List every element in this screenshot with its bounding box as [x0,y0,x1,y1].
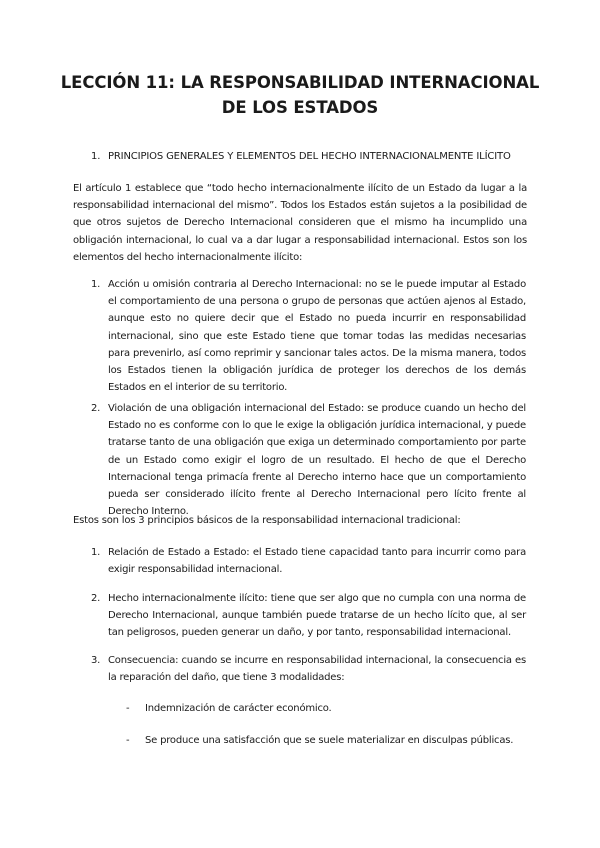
element-number: 1. [91,279,101,290]
lesson-title: LECCIÓN 11: LA RESPONSABILIDAD INTERNACIONAL DE LOS ESTADOS [60,73,540,117]
principle-number: 2. [91,593,101,604]
principle-text: Hecho internacionalmente ilícito: tiene que ser algo que no cumpla con una norma de Derecho Internacional, aunque también puede tratarse de un hecho lícito que, al ser tan peligrosos, pueden generar un daño, y por tanto, responsabilidad internacional. [108,593,526,639]
modality-text: Indemnización de carácter económico. [145,703,332,714]
section-number: 1. [91,151,101,162]
element-number: 2. [91,403,101,414]
element-item [91,400,526,520]
modality-marker: - [126,703,130,714]
principle-item [91,652,526,686]
intro-paragraph: El artículo 1 establece que “todo hecho internacionalmente ilícito de un Estado da lugar a la responsabilidad internacional del mismo”. Todos los Estados están sujetos a la posibilidad de que otros sujetos de Derecho Internacional consideren que el mismo ha incumplido una obligación internacional, lo cual va a dar lugar a responsabilidad internacional. Estos son los elementos del hecho internacionalmente ilícito: [73,183,527,263]
modality-item [126,732,526,749]
section-heading [91,150,511,163]
modality-text: Se produce una satisfacción que se suele materializar en disculpas públicas. [145,735,514,746]
modality-marker: - [126,735,130,746]
element-item [91,276,526,396]
principle-text: Consecuencia: cuando se incurre en responsabilidad internacional, la consecuencia es la reparación del daño, que tiene 3 modalidades: [108,655,526,684]
section-heading-text: PRINCIPIOS GENERALES Y ELEMENTOS DEL HECHO INTERNACIONALMENTE ILÍCITO [108,151,511,162]
element-text: Violación de una obligación internacional del Estado: se produce cuando un hecho del Estado no es conforme con lo que le exige la obligación jurídica internacional, y puede tratarse tanto de una obligación que exiga un determinado comportamiento por parte de un Estado como exigir el logro de un resultado. El hecho de que el Derecho Internacional tenga primacía frente al Derecho interno hace que un comportamiento pueda ser considerado ilícito frente al Derecho Internacional pero lícito frente al Derecho Interno. [108,403,526,518]
modality-item [126,700,526,717]
principle-item [91,544,526,578]
principle-item [91,590,526,642]
principle-number: 3. [91,655,101,666]
principle-text: Relación de Estado a Estado: el Estado tiene capacidad tanto para incurrir como para exigir responsabilidad internacional. [108,547,526,576]
principles-intro: Estos son los 3 principios básicos de la responsabilidad internacional tradicional: [73,515,461,526]
element-text: Acción u omisión contraria al Derecho Internacional: no se le puede imputar al Estado el comportamiento de una persona o grupo de personas que actúen ajenos al Estado, aunque esto no quiere decir que el Estado no pueda incurrir en responsabilidad internacional, sino que este Estado tiene que tomar todas las medidas necesarias para prevenirlo, así como reprimir y sancionar tales actos. De la misma manera, todos los Estados tienen la obligación jurídica de proteger los derechos de los demás Estados en el interior de su territorio. [108,279,526,394]
principle-number: 1. [91,547,101,558]
